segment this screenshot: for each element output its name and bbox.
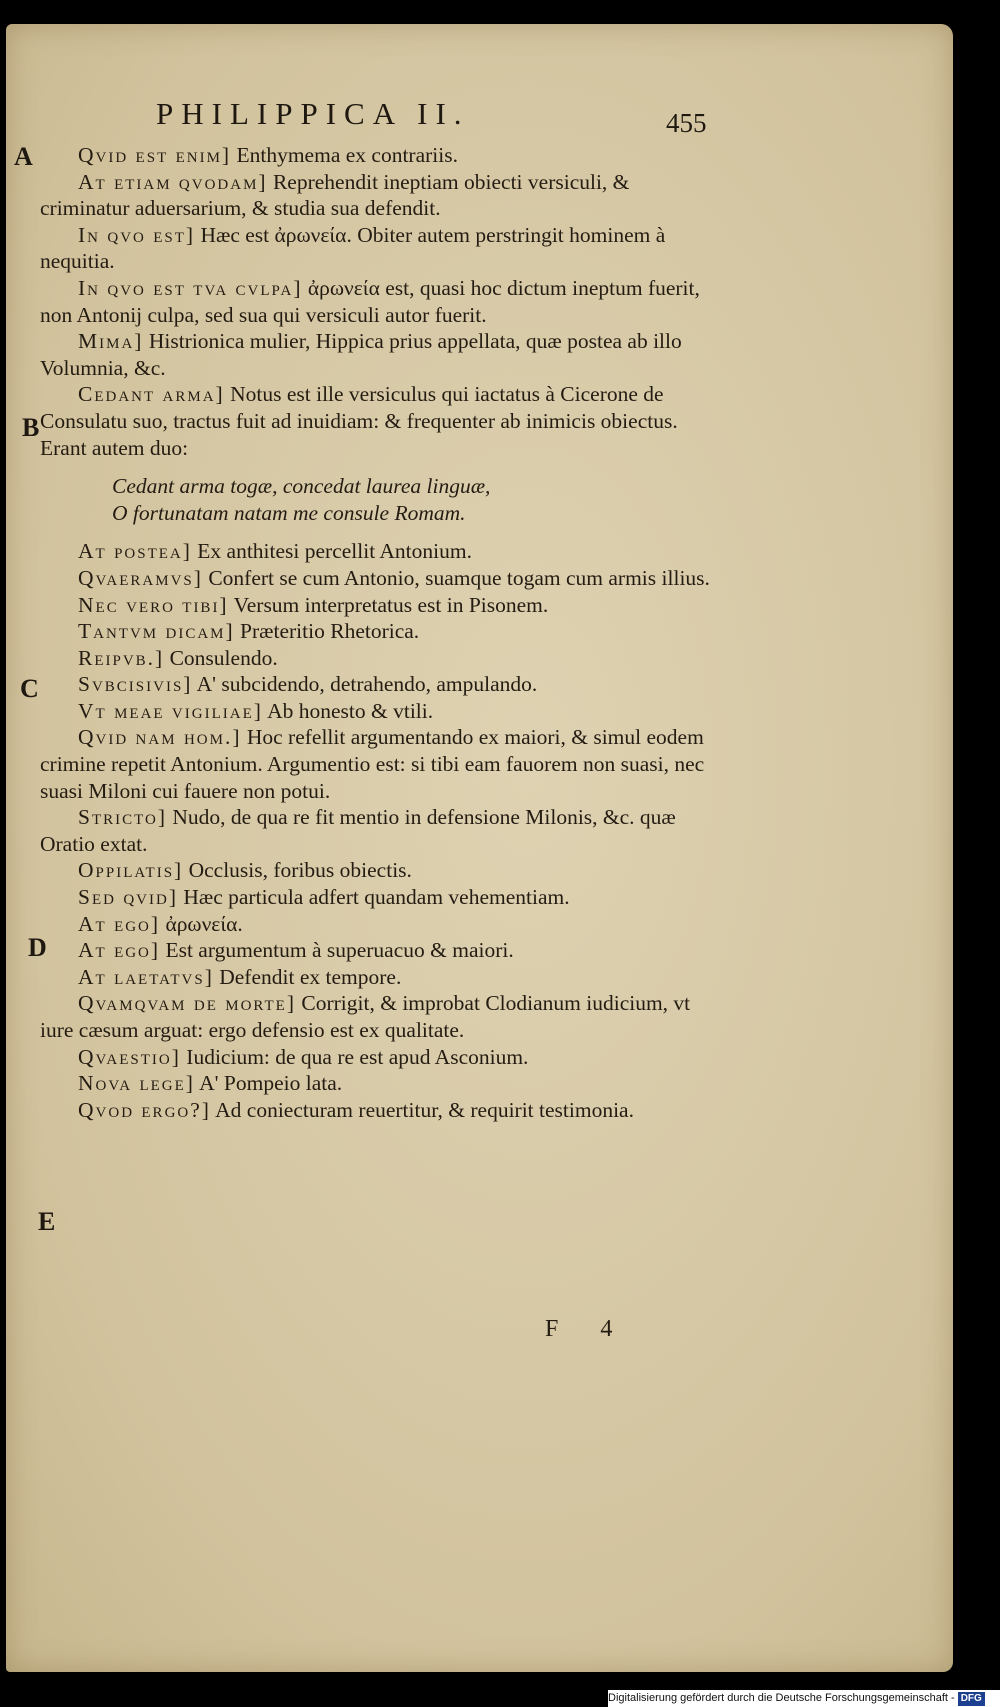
gloss: Iudicium: de qua re est apud Asconium. (180, 1044, 529, 1069)
margin-letter-b: B (22, 413, 40, 442)
signature-mark: F 4 (545, 1316, 631, 1342)
lemma: Nec vero tibi] (78, 592, 229, 617)
gloss: Hoc refellit argumentando ex maiori, & simul eodem crimine repetit Antonium. Argumentio est: si tibi eam fauorem non suasi, nec suasi Miloni cui fauere non potui. (40, 725, 705, 803)
lemma: In qvo est tva cvlpa] (78, 275, 303, 300)
commentary-entry (40, 937, 712, 964)
lemma: Qvamqvam de morte] (78, 991, 297, 1016)
lemma: At etiam qvodam] (78, 169, 268, 194)
lemma: In qvo est] (78, 222, 196, 247)
lemma: Mima] (78, 329, 144, 354)
gloss: Occlusis, foribus obiectis. (183, 858, 412, 883)
commentary-entry (40, 222, 712, 275)
lemma: Qvaeramvs] (78, 565, 203, 590)
credit-text: Digitalisierung gefördert durch die Deutsche Forschungsgemeinschaft - (608, 1692, 955, 1704)
scan-border (953, 0, 1000, 1690)
commentary-entry (40, 884, 712, 911)
gloss: Enthymema ex contrariis. (231, 143, 458, 167)
lemma: At laetatvs] (78, 964, 214, 989)
commentary-entry (40, 804, 712, 857)
commentary-entry (40, 381, 712, 461)
commentary-text (40, 142, 712, 1123)
commentary-entry (40, 911, 712, 938)
lemma: Nova lege] (78, 1071, 195, 1096)
commentary-entry (40, 565, 712, 592)
gloss: Est argumentum à superuacuo & maiori. (160, 938, 514, 963)
page-number: 455 (666, 108, 707, 138)
commentary-entry (40, 645, 712, 672)
verse-line: Cedant arma togæ, concedat laurea linguæ, (112, 474, 491, 499)
running-title: PHILIPPICA II. (156, 96, 470, 131)
lemma: Svbcisivis] (78, 672, 193, 697)
gloss: Ex anthitesi percellit Antonium. (191, 539, 472, 564)
gloss: Confert se cum Antonio, suamque togam cum armis illius. (202, 565, 710, 590)
lemma: Tantvm dicam] (78, 619, 235, 644)
gloss: Hæc est ἀρωνεία. Obiter autem perstringit hominem à nequitia. (40, 222, 666, 274)
gloss: Ad coniecturam reuertitur, & requirit testimonia. (210, 1097, 634, 1122)
lemma: Qvid nam hom.] (78, 725, 242, 750)
gloss: ἀρωνεία. (160, 911, 243, 936)
gloss: Versum interpretatus est in Pisonem. (228, 592, 549, 617)
gloss: Notus est ille versiculus qui iactatus à Cicerone de Consulatu suo, tractus fuit ad inuidiam: & frequenter ab inimicis obiectus. Erant autem duo: (40, 382, 678, 460)
gloss: Consulendo. (164, 645, 278, 670)
lemma: Cedant arma] (78, 382, 225, 407)
commentary-entry (40, 618, 712, 645)
lemma: Reipvb.] (78, 645, 165, 670)
lemma: Qvod ergo?] (78, 1097, 211, 1122)
gloss: ἀρωνεία est, quasi hoc dictum ineptum fuerit, non Antonij culpa, sed sua qui versiculi autor fuerit. (40, 275, 700, 327)
margin-letter-e: E (38, 1207, 56, 1236)
verse-line: O fortunatam natam me consule Romam. (112, 500, 466, 525)
commentary-entry (40, 142, 712, 169)
lemma: At postea] (78, 539, 192, 564)
gloss: A' Pompeio lata. (194, 1071, 343, 1096)
lemma: Vt meae vigiliae] (78, 698, 263, 723)
commentary-entry (40, 592, 712, 619)
margin-letter-a: A (14, 142, 33, 171)
commentary-entry (40, 1044, 712, 1071)
margin-letter-d: D (28, 933, 47, 962)
lemma: Qvid est enim] (78, 143, 232, 167)
commentary-entry (40, 328, 712, 381)
commentary-entry (40, 671, 712, 698)
digitization-credit (608, 1690, 1000, 1707)
gloss: Reprehendit ineptiam obiecti versiculi, & criminatur aduersarium, & studia sua defendit. (40, 169, 630, 221)
commentary-entry (40, 724, 712, 804)
lemma: Qvaestio] (78, 1044, 181, 1069)
lemma: Oppilatis] (78, 858, 184, 883)
gloss: Nudo, de qua re fit mentio in defensione Milonis, &c. quæ Oratio extat. (40, 805, 676, 856)
commentary-entry (40, 990, 712, 1043)
gloss: Histrionica mulier, Hippica prius appellata, quæ postea ab illo Volumnia, &c. (40, 329, 682, 380)
lemma: At ego] (78, 938, 161, 963)
gloss: Ab honesto & vtili. (262, 698, 434, 723)
commentary-entry (40, 964, 712, 991)
gloss: A' subcidendo, detrahendo, ampulando. (192, 672, 538, 697)
commentary-entry (40, 169, 712, 222)
commentary-entry (40, 1070, 712, 1097)
margin-letter-c: C (20, 674, 39, 703)
gloss: Hæc particula adfert quandam vehementiam. (177, 885, 570, 910)
lemma: Sed qvid] (78, 885, 178, 910)
gloss: Præteritio Rhetorica. (234, 619, 420, 644)
dfg-logo: DFG (958, 1692, 985, 1706)
commentary-entry (40, 275, 712, 328)
commentary-entry (40, 698, 712, 725)
lemma: At ego] (78, 911, 161, 936)
commentary-entry (40, 1097, 712, 1124)
gloss: Defendit ex tempore. (213, 964, 402, 989)
gloss: Corrigit, & improbat Clodianum iudicium, vt iure cæsum arguat: ergo defensio est ex qualitate. (40, 991, 691, 1042)
commentary-entry (40, 538, 712, 565)
lemma: Stricto] (78, 805, 168, 830)
commentary-entry (40, 857, 712, 884)
